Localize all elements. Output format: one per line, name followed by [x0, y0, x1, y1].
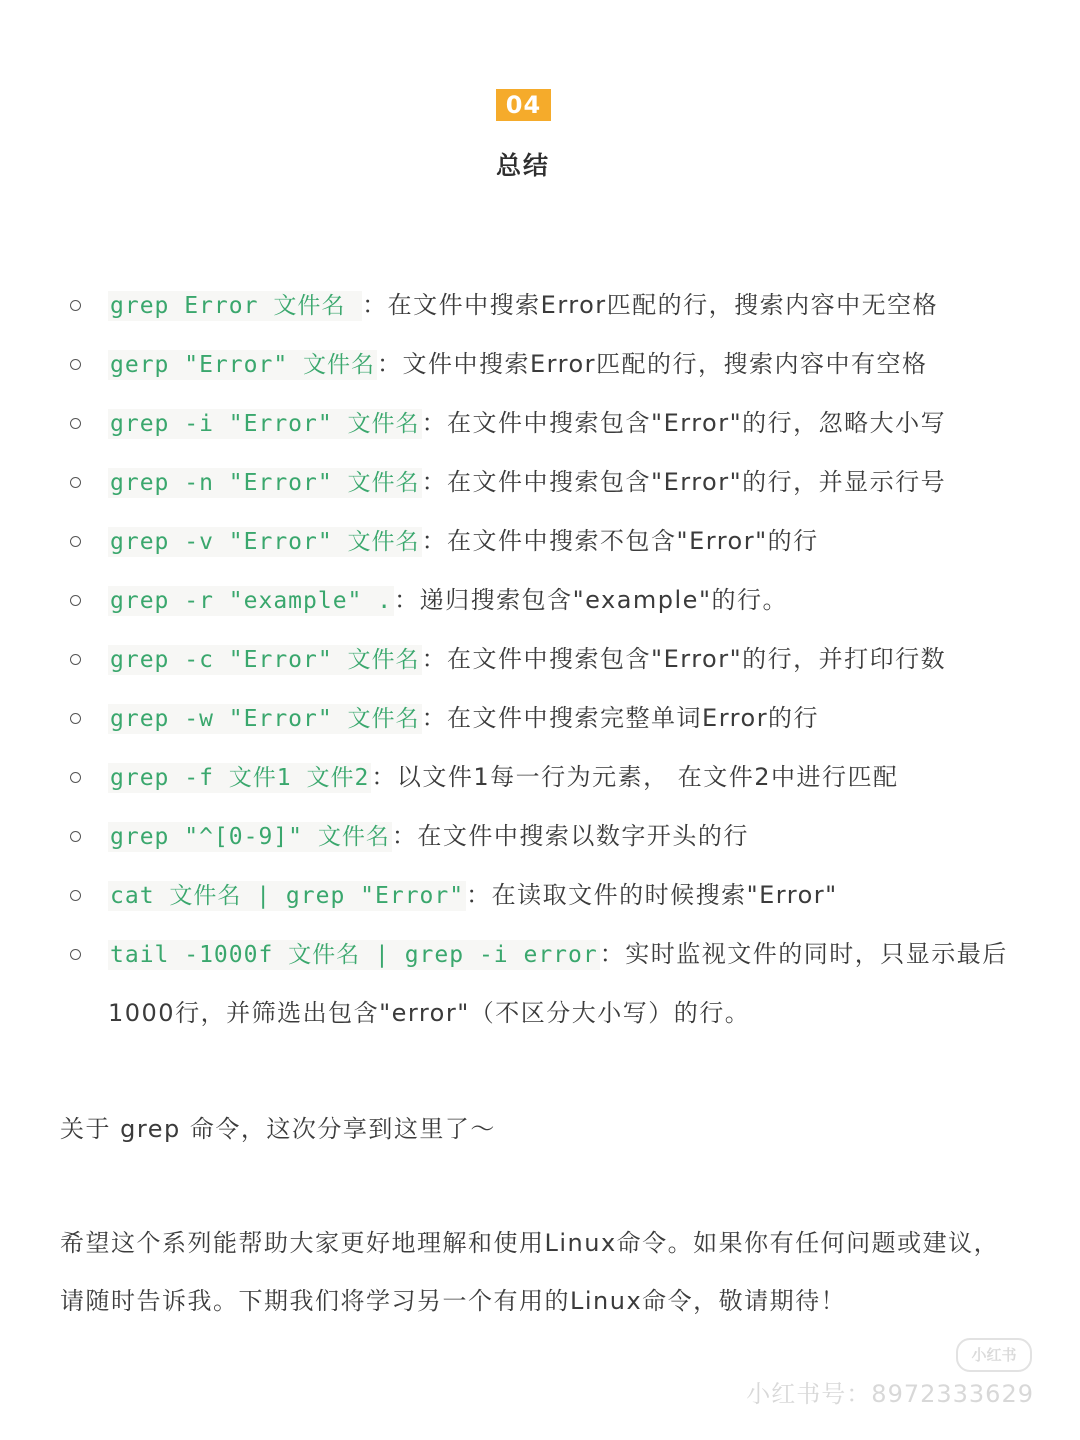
command-code: cat 文件名 | grep "Error"	[110, 883, 465, 909]
command-code: grep -w "Error" 文件名	[110, 706, 420, 732]
command-code: gerp "Error" 文件名	[110, 352, 376, 378]
command-description: ：文件中搜索Error匹配的行，搜索内容中有空格	[377, 350, 928, 378]
command-list	[0, 276, 1080, 1042]
bullet-icon	[70, 890, 81, 901]
command-description: ：在文件中搜索包含"Error"的行，忽略大小写	[421, 409, 947, 437]
bullet-icon	[70, 418, 81, 429]
list-item	[0, 571, 1080, 630]
command-code: grep "^[0-9]" 文件名	[110, 824, 390, 850]
list-item	[0, 630, 1080, 689]
bullet-icon	[70, 359, 81, 370]
command-description: ：递归搜索包含"example"的行。	[394, 586, 788, 614]
command-description: ：在文件中搜索包含"Error"的行，并显示行号	[421, 468, 947, 496]
closing-paragraph: 希望这个系列能帮助大家更好地理解和使用Linux命令。如果你有任何问题或建议，请随时告诉我。下期我们将学习另一个有用的Linux命令，敬请期待！	[60, 1229, 1000, 1315]
command-description: ：在文件中搜索包含"Error"的行，并打印行数	[421, 645, 947, 673]
command-description: ：在读取文件的时候搜索"Error"	[466, 881, 838, 909]
list-item	[0, 689, 1080, 748]
command-description: ：在文件中搜索以数字开头的行	[391, 822, 749, 850]
list-item	[0, 453, 1080, 512]
command-description: ：在文件中搜索完整单词Error的行	[421, 704, 820, 732]
command-code: grep -v "Error" 文件名	[110, 529, 420, 555]
bullet-icon	[70, 595, 81, 606]
list-item	[0, 807, 1080, 866]
list-item	[0, 866, 1080, 925]
watermark-text: 小红书号：8972333629	[746, 1380, 1034, 1408]
command-code: grep -n "Error" 文件名	[110, 470, 420, 496]
command-code: tail -1000f 文件名 | grep -i error	[110, 942, 598, 968]
bullet-icon	[70, 772, 81, 783]
section-title: 总结	[495, 151, 550, 180]
list-item	[0, 394, 1080, 453]
command-code: grep -r "example" .	[110, 588, 393, 614]
command-description: ：以文件1每一行为元素， 在文件2中进行匹配	[371, 763, 899, 791]
command-code: grep -f 文件1 文件2	[110, 765, 370, 791]
bullet-icon	[70, 654, 81, 665]
list-item	[0, 925, 1080, 1042]
list-item	[0, 748, 1080, 807]
bullet-icon	[70, 477, 81, 488]
list-item	[0, 276, 1080, 335]
command-code: grep -c "Error" 文件名	[110, 647, 420, 673]
bullet-icon	[70, 536, 81, 547]
bullet-icon	[70, 949, 81, 960]
closing-line: 关于 grep 命令，这次分享到这里了～	[60, 1115, 496, 1143]
command-code: grep Error 文件名	[110, 293, 361, 319]
list-item	[0, 335, 1080, 394]
section-number-badge: 04	[496, 89, 551, 121]
bullet-icon	[70, 300, 81, 311]
command-description: ：在文件中搜索不包含"Error"的行	[421, 527, 819, 555]
bullet-icon	[70, 713, 81, 724]
list-item	[0, 512, 1080, 571]
command-code: grep -i "Error" 文件名	[110, 411, 420, 437]
watermark-logo: 小红书	[956, 1338, 1032, 1372]
command-description: ：在文件中搜索Error匹配的行，搜索内容中无空格	[362, 291, 939, 319]
command-description: ：实时监视文件的同时，只显示最后1000行，并筛选出包含"error"（不区分大小写）的行。	[108, 940, 1008, 1027]
bullet-icon	[70, 831, 81, 842]
